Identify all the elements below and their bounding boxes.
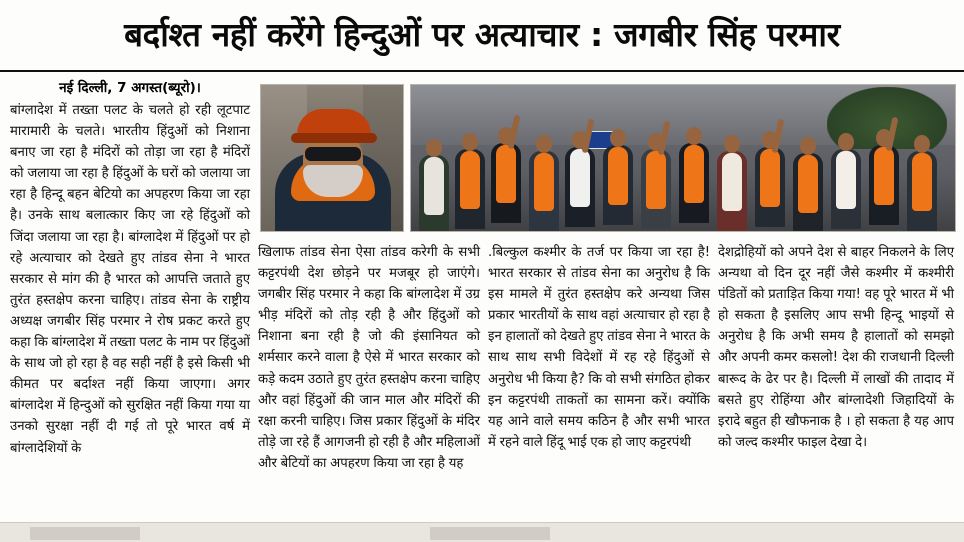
article-column-2: खिलाफ तांडव सेना ऐसा तांडव करेगी के सभी कट्टरपंथी देश छोड़ने पर मजबूर हो जाएंगे। जगबीर सिंह परमार ने कहा कि बांग्लादेश में उग्र भीड़ मंदिरों को तोड़ रही है और हिंदुओं को निशाना बना रही है जो की इंसानियत को शर्मसार करने वाला है ऐसे में भारत सरकार को कड़े कदम उठाते हुए तुरंत हस्तक्षेप करना चाहिए और वहां हिंदुओं की जान माल और मंदिरों की रक्षा करनी चाहिए। जिस प्रकार हिंदुओं के मंदिर तोड़े जा रहे हैं आगजनी हो रही है और महिलाओं और बेटियों का अपहरण किया जा रहा है यह (258, 245, 480, 471)
crowd-person (753, 131, 787, 231)
portrait-photo (260, 84, 404, 232)
footer-block (30, 527, 140, 540)
crowd-person (527, 135, 561, 231)
footer-block (430, 527, 550, 540)
article-column-1 (10, 78, 250, 522)
crowd-person (489, 127, 523, 231)
article-body (0, 74, 964, 522)
crowd-photo (410, 84, 956, 232)
article-column-4: देशद्रोहियों को अपने देश से बाहर निकलने के लिए अन्यथा वो दिन दूर नहीं जैसे कश्मीर में कश्मीरी पंडितों को प्रताड़ित किया गया! वह पूरे भारत में भी हो सकता है इसलिए आप सभी हिन्दू भाइयों से अनुरोध है कि अभी समय है हालातों को समझो और अपनी कमर कसलो! देश की राजधानी दिल्ली बारूद के ढेर पर है। दिल्ली में लाखों की तादाद में बसते हुए रोहिंग्या और बांग्लादेशी जिहादियों के इरादे बहुत ही खौफनाक है । हो सकता है यह आप को जल्द कश्मीर फाइल देखा दे। (718, 245, 954, 450)
crowd-person (453, 133, 487, 231)
page-footer-strip (0, 522, 964, 542)
crowd-person (791, 137, 825, 231)
dateline: नई दिल्ली, 7 अगस्त(ब्यूरो)। (59, 80, 201, 96)
crowd-person (417, 139, 451, 231)
headline-banner (0, 0, 964, 72)
sunglasses-icon (305, 147, 361, 161)
crowd-person (715, 135, 749, 231)
page-title: बर्दाश्त नहीं करेंगे हिन्दुओं पर अत्याचार : जगबीर सिंह परमार (124, 15, 840, 54)
crowd-person (867, 129, 901, 231)
photo-subject-cap-brim (291, 133, 377, 143)
article-column-3: .बिल्कुल कश्मीर के तर्ज पर किया जा रहा है! भारत सरकार से तांडव सेना का अनुरोध है कि इस मामले में तुरंत हस्तक्षेप करे अन्यथा जिस प्रकार भारतीयों के साथ वहां अत्याचार हो रहा है इन हालातों को देखते हुए तांडव सेना ने भारत के साथ साथ सभी विदेशों में रह रहे हिंदुओं से अनुरोध भी किया है? कि वो सभी संगठित होकर इन कट्टरपंथी ताकतों का सामना करें। क्योंकि यह आने वाले समय कठिन है और सभी भारत में रहने वाले हिंदू भाई एक हो जाए कट्टरपंथी (488, 245, 710, 450)
crowd-person (639, 133, 673, 231)
crowd-person (829, 133, 863, 231)
crowd-person (677, 127, 711, 231)
crowd-person (905, 135, 939, 231)
crowd-person (601, 129, 635, 231)
crowd-person (563, 131, 597, 231)
column-1-text: बांग्लादेश में तख्ता पलट के चलते हो रही लूटपाट मारामारी के चलते। भारतीय हिंदुओं को निशाना बनाए जा रहा है मंदिरों को तोड़ा जा रहा है मंदिरों को जलाया जा रहा है हिंदुओं के घरों को जलाया जा रहा है हिन्दू बहन बेटियो का अपहरण किया जा रहा है। उनके साथ बलात्कार किए जा रहे हिंदुओं को जिंदा जलाया जा रहा है। बांग्लादेश में हिंदुओं पर हो रहे अत्याचार को देखते हुए तांडव सेना ने भारत सरकार से मांग की है भारत को आपत्ति जताते हुए तुरंत हस्तक्षेप करना चाहिए। तांडव सेना के राष्ट्रीय अध्यक्ष जगबीर सिंह परमार ने रोष प्रकट करते हुए कहा कि बांग्लादेश में तख्ता पलट के नाम पर हिंदुओं के साथ जो हो रहा है वह सही नहीं है इसे किसी भी कीमत पर बर्दाश्त नहीं किया जाएगा। अगर बांग्लादेश में हिन्दुओं को सुरक्षित नहीं किया गया या उनको सुरक्षा नहीं दी गई तो पूरे भारत वर्ष में बांग्लादेशियों के (10, 103, 250, 456)
